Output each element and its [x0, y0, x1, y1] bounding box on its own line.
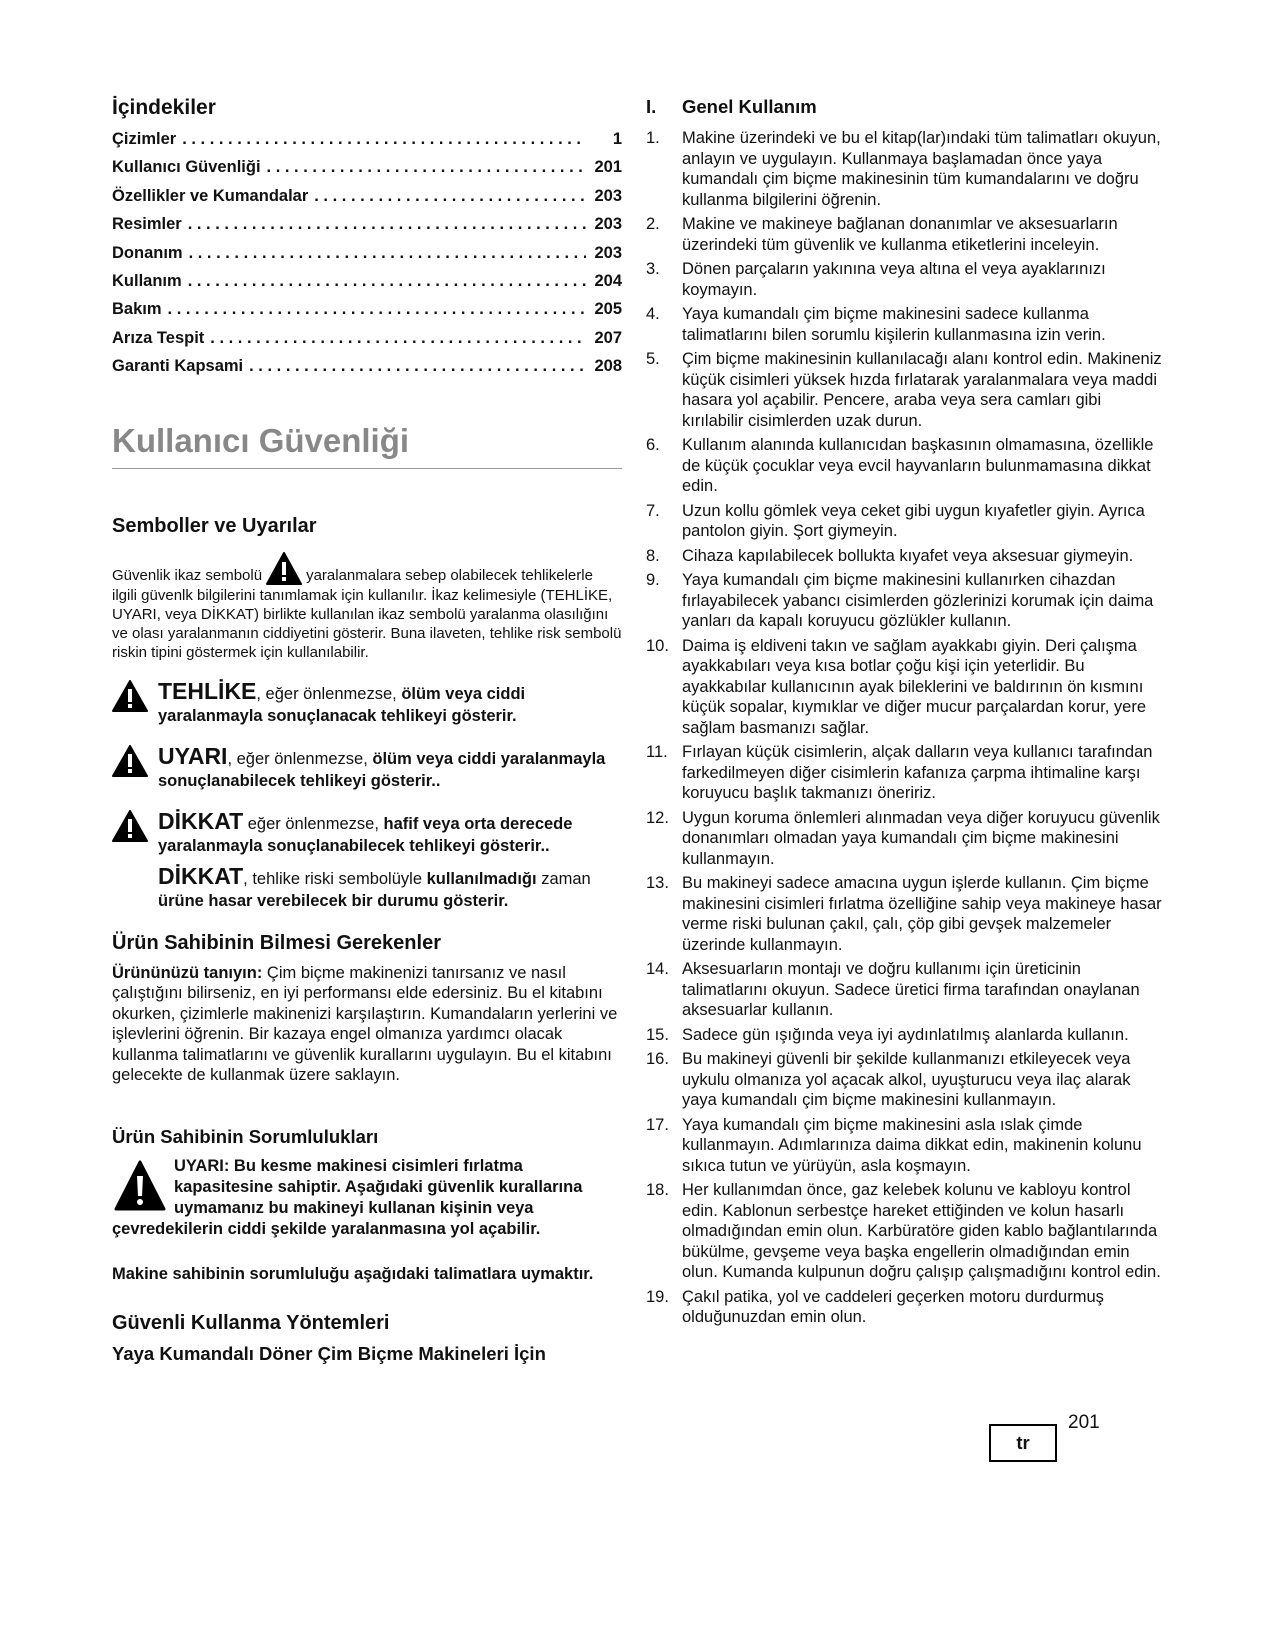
toc-leader: [314, 187, 586, 206]
toc-row: [112, 244, 622, 272]
rule-number: 7.: [646, 501, 660, 520]
toc-label: Donanım: [112, 243, 183, 262]
general-use-heading: I. Genel Kullanım: [646, 96, 817, 117]
safe-methods-heading: Güvenli Kullanma Yöntemleri: [112, 1312, 390, 1335]
toc-leader: [210, 329, 586, 348]
general-use-rules: [646, 128, 1166, 1328]
list-item: [646, 1180, 1166, 1283]
rule-number: 13.: [646, 874, 669, 892]
toc-label: Garanti Kapsami: [112, 357, 244, 376]
rule-text: Çakıl patika, yol ve caddeleri geçerken motoru durdurmuş olduğunuzdan emin olun.: [682, 1287, 1104, 1326]
toc-leader: [188, 215, 586, 234]
warning-icon: [112, 745, 148, 777]
toc-row: [112, 158, 622, 186]
toc-page: 203: [594, 215, 622, 234]
list-item: [646, 808, 1166, 870]
toc-leader: [182, 130, 586, 149]
danger-warning-icon: [112, 680, 148, 712]
rule-number: 6.: [646, 436, 660, 454]
list-item: [646, 742, 1166, 804]
rule-text: Fırlayan küçük cisimlerin, alçak dalların veya kullanıcı tarafından farkedilmeyen diğer cisimlerin kafanıza çarpma ihtimaline karşı koruyucu başlık takmanızı öneririz.: [682, 743, 1153, 802]
toc-row: [112, 329, 622, 357]
language-box: tr: [989, 1424, 1057, 1462]
rule-text: Yaya kumandalı çim biçme makinesini kullanırken cihazdan fırlayabilecek yabancı cisimlerden gözlerinizi korumak için daima yanları da kapalı koruyucu gözlükler kullanın.: [682, 571, 1154, 630]
notice-signal: DİKKAT, tehlike riski sembolüyle kullanılmadığı zaman ürüne hasar verebilecek bir durumu gösterir.: [158, 862, 591, 910]
toc-leader: [267, 158, 586, 177]
rule-number: 11.: [646, 743, 668, 761]
caution-word: DİKKAT: [158, 807, 244, 834]
warning-signal: UYARI, eğer önlenmezse, ölüm veya ciddi yaralanmayla sonuçlanabilecek tehlikeyi gösterir..: [112, 745, 622, 792]
section-title: Kullanıcı Güvenliği: [112, 422, 622, 469]
caution-signal: DİKKAT eğer önlenmezse, hafif veya orta derecede yaralanmayla sonuçlanabilecek tehlikeyi gösterir..: [112, 810, 622, 857]
rule-text: Kullanım alanında kullanıcıdan başkasının olmamasına, özellikle de küçük çocuklar veya evcil hayvanların bulunmamasına dikkat edin.: [682, 436, 1154, 495]
toc-leader: [249, 357, 586, 376]
rule-text: Aksesuarların montajı ve doğru kullanımı için üreticinin talimatlarını okuyun. Sadece üretici firma tarafından onaylanan aksesuarlar kullanın.: [682, 960, 1140, 1019]
rule-text: Yaya kumandalı çim biçme makinesini asla ıslak çimde kullanmayın. Adımlarınıza daima dikkat edin, makinenin kolunu sıkıca tutun ve yürüyün, asla koşmayın.: [682, 1115, 1142, 1175]
toc-page: 203: [594, 186, 622, 205]
rule-text: Yaya kumandalı çim biçme makinesini sadece kullanma talimatlarını bilen sorumlu kişilerin kullanmasına izin verin.: [682, 305, 1106, 344]
safe-methods-subheading: Yaya Kumandalı Döner Çim Biçme Makineleri İçin: [112, 1343, 546, 1365]
rule-number: 15.: [646, 1025, 669, 1044]
rule-number: 9.: [646, 571, 660, 589]
rule-text: Bu makineyi güvenli bir şekilde kullanmanızı etkileyecek veya uykulu olmanıza yol açacak alkol, uyuşturucu veya ilaç alarak yaya kumandalı çim biçme makinesini kullanmayın.: [682, 1050, 1131, 1109]
toc-row: [112, 130, 622, 158]
toc-page: 205: [594, 300, 622, 319]
toc-label: Kullanım: [112, 271, 182, 290]
rule-text: Cihaza kapılabilecek bollukta kıyafet veya aksesuar giymeyin.: [682, 546, 1134, 565]
rule-number: 10.: [646, 636, 669, 655]
rule-number: 17.: [646, 1115, 669, 1134]
toc-label: Özellikler ve Kumandalar: [112, 186, 309, 205]
list-item: [646, 214, 1166, 255]
rule-number: 16.: [646, 1050, 669, 1068]
owner-know-text: Ürününüzü tanıyın: Çim biçme makinenizi tanırsanız ve nasıl çalıştığını bilirseniz, en iyi performansı elde edersiniz. Bu el kitabını okurken, çizimlerle makinenizi karşılaştırın. Kumandaların yerlerini ve işlevlerini öğrenin. Bir kazaya engel olmanıza yardımcı olacak kullanma talimatlarını ve güvenlik kurallarını uygulayın. Bu el kitabını gelecekte de kullanmak üzere saklayın.: [112, 963, 618, 1085]
warning-word: UYARI: [158, 742, 228, 769]
list-item: [646, 1049, 1166, 1111]
rule-text: Sadece gün ışığında veya iyi aydınlatılmış alanlarda kullanın.: [682, 1025, 1129, 1044]
owner-resp-warning: UYARI: Bu kesme makinesi cisimleri fırlatma kapasitesine sahiptir. Aşağıdaki güvenlik kurallarına uymamanız bu makineyi kullanan kişinin veya çevredekilerin ciddi şekilde yaralanmasına yol açabilir.: [112, 1156, 583, 1238]
owner-resp-heading: Ürün Sahibinin Sorumlulukları: [112, 1125, 379, 1147]
list-item: [646, 546, 1166, 567]
toc-page: 208: [594, 357, 622, 376]
rule-number: 18.: [646, 1181, 669, 1199]
list-item: [646, 873, 1166, 955]
toc-row: [112, 187, 622, 215]
toc-row: [112, 357, 622, 385]
rule-number: 3.: [646, 260, 660, 278]
symbols-intro: Güvenlik ikaz sembolü yaralanmalara sebep olabilecek tehlikelerle ilgili güvenlk bilgilerini tanımlamak için kullanılır. İkaz kelimesiyle (TEHLİKE, UYARI, veya DİKKAT) birlikte kullanılan ikaz sembolü yaralanma olasılığını ve olası yaralanmanın ciddiyetini gösterir. Buna ilaveten, tehlike risk sembolü riskin tipini göstermek için kullanılabilir.: [112, 552, 622, 662]
rule-text: Makine üzerindeki ve bu el kitap(lar)ındaki tüm talimatları okuyun, anlayın ve uygulayın. Kullanmaya başlamadan önce yaya kumandalı çim biçme makinesinin tüm kumandalarını ve doğru kullanma bilgilerini öğrenin.: [682, 129, 1161, 209]
danger-signal: TEHLİKE, eğer önlenmezse, ölüm veya ciddi yaralanmayla sonuçlanacak tehlikeyi gösterir.: [112, 680, 622, 727]
toc-title: İçindekiler: [112, 96, 216, 119]
large-warning-icon: [114, 1160, 166, 1212]
rule-number: 19.: [646, 1287, 669, 1306]
warning-triangle-icon: [266, 552, 302, 586]
caution-icon: [112, 810, 148, 842]
list-item: [646, 959, 1166, 1021]
right-column: [646, 96, 1166, 1332]
rule-text: Uzun kollu gömlek veya ceket gibi uygun kıyafetler giyin. Ayrıca pantolon giyin. Şort giymeyin.: [682, 501, 1145, 540]
toc-page: 207: [594, 328, 622, 347]
rule-text: Makine ve makineye bağlanan donanımlar ve aksesuarların üzerindeki tüm güvenlik ve kullanma etiketlerini inceleyin.: [682, 215, 1118, 254]
rule-text: Çim biçme makinesinin kullanılacağı alanı kontrol edin. Makineniz küçük cisimleri yüksek hızda fırlatarak yaralanmalara veya maddi hasara yol açabilir. Pencere, araba veya sera camları gibi kırılabilir cisimlerden uzak durun.: [682, 350, 1162, 430]
danger-word: TEHLİKE: [158, 677, 257, 704]
list-item: [646, 435, 1166, 497]
rule-text: Her kullanımdan önce, gaz kelebek kolunu ve kabloyu kontrol edin. Kablonun serbestçe hareket ettiğinden ve kolun hasarlı olmadığından emin olun. Karbüratöre giden kablo bağlantılarında bükülme, gevşeme veya başka engellerin olmadığından emin olun. Kumanda kulpunun doğru çalışıp çalışmadığını kontrol edin.: [682, 1181, 1161, 1281]
list-item: [646, 636, 1166, 739]
list-item: [646, 128, 1166, 210]
symbols-heading: Semboller ve Uyarılar: [112, 514, 317, 537]
left-column: [112, 96, 622, 1365]
toc-row: [112, 215, 622, 243]
toc-label: Resimler: [112, 215, 182, 234]
toc-label: Kullanıcı Güvenliği: [112, 158, 261, 177]
rule-number: 14.: [646, 960, 669, 978]
toc-leader: [168, 300, 586, 319]
rule-number: 1.: [646, 129, 660, 147]
toc-page: 201: [594, 158, 622, 177]
list-item: [646, 1115, 1166, 1177]
toc-label: Arıza Tespit: [112, 328, 205, 347]
notice-word: DİKKAT: [158, 862, 244, 889]
toc-page: 203: [594, 243, 622, 262]
page-number: 201: [1068, 1412, 1100, 1433]
rule-number: 5.: [646, 350, 660, 368]
toc-leader: [189, 244, 586, 263]
toc-page: 1: [612, 130, 622, 148]
owner-know-heading: Ürün Sahibinin Bilmesi Gerekenler: [112, 931, 441, 954]
toc-label: Bakım: [112, 300, 162, 319]
list-item: [646, 349, 1166, 431]
rule-text: Bu makineyi sadece amacına uygun işlerde kullanın. Çim biçme makinesini cisimleri fırlatma özelliğine sahip veya makineye hasar verme riski bulunan çakıl, çalı, çöp gibi gevşek malzemeler üzerinde kullanmayın.: [682, 874, 1162, 954]
list-item: [646, 501, 1166, 542]
list-item: [646, 1287, 1166, 1328]
rule-text: Daima iş eldiveni takın ve sağlam ayakkabı giyin. Deri çalışma ayakkabıları veya kısa botlar çoğu kişi için yeterlidir. Bu ayakkabılar kullanıcının ayak bileklerini ve baldırının ön kısmını küçük sopalar, kıymıklar ve diğer mucur parçalardan korur, yere sağlam basmanızı sağlar.: [682, 636, 1147, 737]
toc-row: [112, 300, 622, 328]
list-item: [646, 570, 1166, 632]
rule-number: 4.: [646, 305, 660, 323]
toc-label: Çizimler: [112, 130, 177, 148]
owner-resp-statement: Makine sahibinin sorumluluğu aşağıdaki talimatlara uymaktır.: [112, 1264, 594, 1283]
rule-text: Uygun koruma önlemleri alınmadan veya diğer koruyucu güvenlik donanımları olmadan yaya kumandalı çim biçme makinesini kullanmayın.: [682, 808, 1160, 868]
table-of-contents: [112, 130, 622, 386]
rule-text: Dönen parçaların yakınına veya altına el veya ayaklarınızı koymayın.: [682, 260, 1106, 299]
list-item: [646, 1025, 1166, 1046]
list-item: [646, 259, 1166, 300]
rule-number: 12.: [646, 808, 669, 827]
rule-number: 2.: [646, 215, 660, 233]
rule-number: 8.: [646, 546, 660, 565]
toc-page: 204: [594, 271, 622, 290]
toc-row: [112, 272, 622, 300]
toc-leader: [188, 272, 586, 291]
list-item: [646, 304, 1166, 345]
